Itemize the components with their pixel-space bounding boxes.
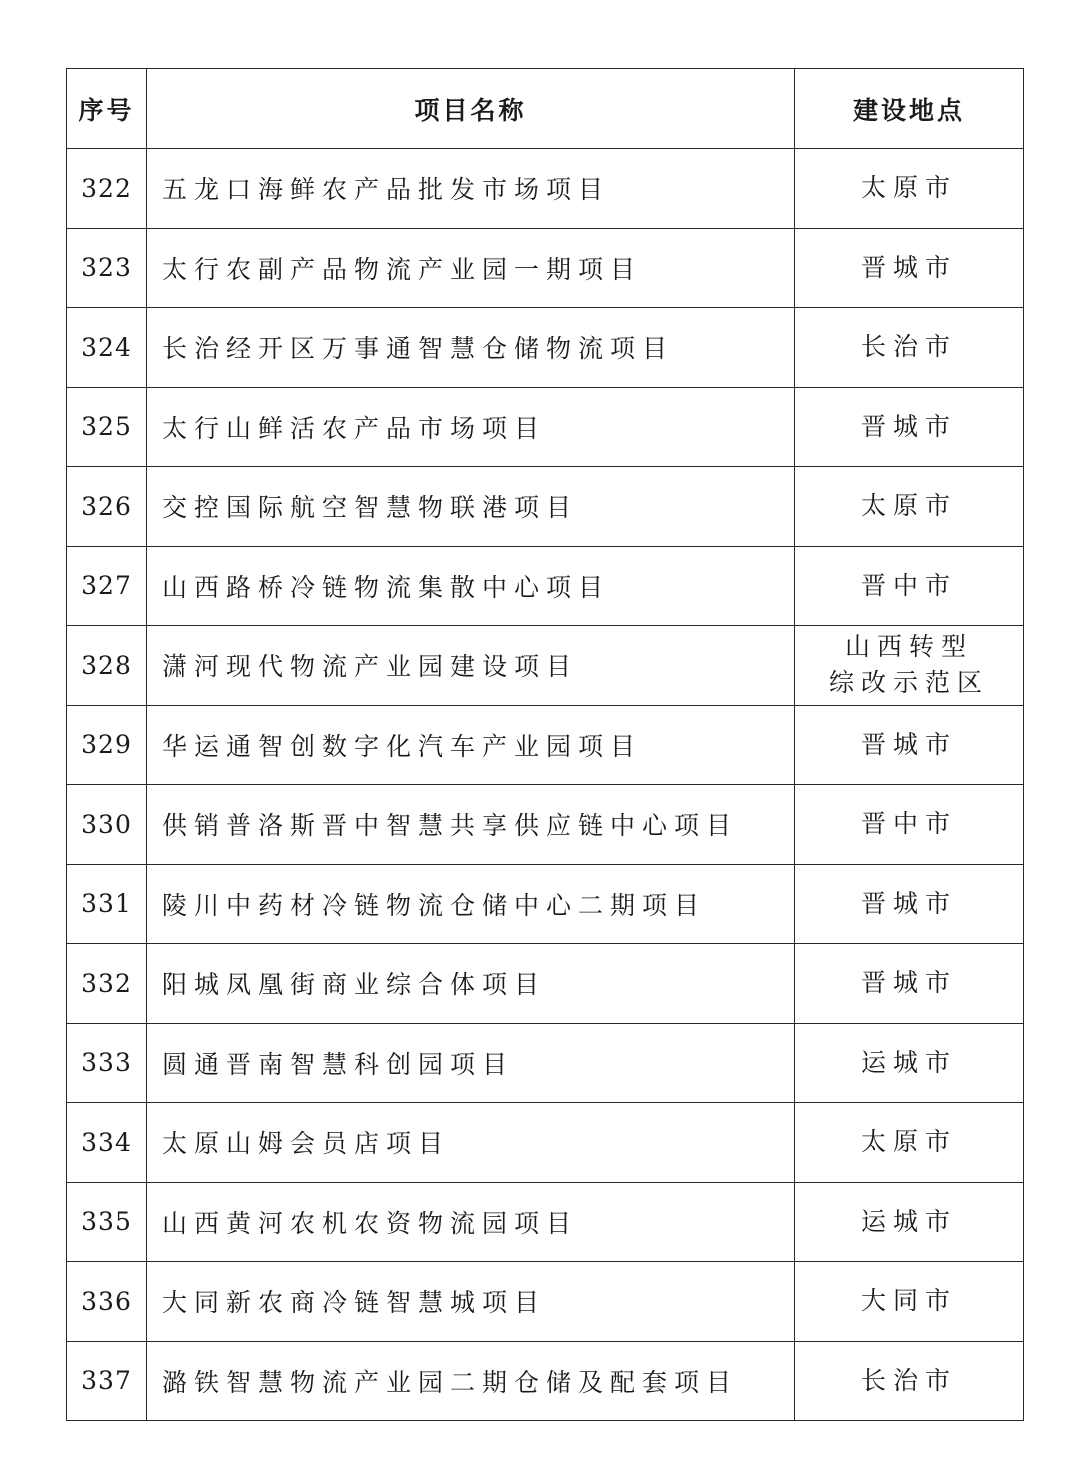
cell-location [795,1103,1024,1183]
table-row [67,1262,1024,1342]
location-line: 运城市 [860,1047,957,1077]
cell-location [795,546,1024,626]
cell-serial-number: 336 [67,1262,147,1342]
cell-project-name: 太行山鲜活农产品市场项目 [147,387,795,467]
cell-project-name: 供销普洛斯晋中智慧共享供应链中心项目 [147,785,795,865]
cell-project-name: 交控国际航空智慧物联港项目 [147,467,795,547]
header-project-name: 项目名称 [147,69,795,149]
project-table [66,68,1024,1421]
location-line: 晋城市 [860,968,957,998]
cell-location [795,149,1024,229]
location-line: 晋城市 [860,252,957,282]
cell-project-name: 阳城凤凰街商业综合体项目 [147,944,795,1024]
cell-serial-number: 334 [67,1103,147,1183]
cell-serial-number: 333 [67,1023,147,1103]
table-row [67,308,1024,388]
cell-project-name: 长治经开区万事通智慧仓储物流项目 [147,308,795,388]
table-row [67,1341,1024,1421]
table-row [67,705,1024,785]
location-line: 长治市 [860,1365,957,1395]
cell-serial-number: 329 [67,705,147,785]
table-row [67,785,1024,865]
cell-serial-number: 330 [67,785,147,865]
cell-project-name: 山西路桥冷链物流集散中心项目 [147,546,795,626]
location-line: 综改示范区 [828,668,989,698]
cell-serial-number: 332 [67,944,147,1024]
table-row [67,626,1024,706]
cell-location [795,626,1024,706]
cell-project-name: 陵川中药材冷链物流仓储中心二期项目 [147,864,795,944]
header-location: 建设地点 [795,69,1024,149]
cell-serial-number: 337 [67,1341,147,1421]
table-row [67,1023,1024,1103]
cell-location [795,944,1024,1024]
cell-location [795,387,1024,467]
cell-project-name: 五龙口海鲜农产品批发市场项目 [147,149,795,229]
table-row [67,149,1024,229]
table-row [67,228,1024,308]
cell-serial-number: 325 [67,387,147,467]
cell-location [795,864,1024,944]
cell-location [795,785,1024,865]
location-line: 太原市 [860,491,957,521]
table-row [67,864,1024,944]
cell-serial-number: 322 [67,149,147,229]
header-serial-number: 序号 [67,69,147,149]
cell-serial-number: 326 [67,467,147,547]
cell-project-name: 华运通智创数字化汽车产业园项目 [147,705,795,785]
location-line: 太原市 [860,173,957,203]
location-line: 晋城市 [860,729,957,759]
location-line: 山西转型 [844,632,973,662]
cell-location [795,1262,1024,1342]
table-row [67,1103,1024,1183]
cell-serial-number: 323 [67,228,147,308]
cell-location [795,308,1024,388]
cell-location [795,228,1024,308]
cell-project-name: 太原山姆会员店项目 [147,1103,795,1183]
cell-location [795,1182,1024,1262]
cell-location [795,705,1024,785]
table-row [67,944,1024,1024]
location-line: 晋城市 [860,888,957,918]
cell-serial-number: 335 [67,1182,147,1262]
location-line: 长治市 [860,332,957,362]
location-line: 运城市 [860,1206,957,1236]
table-body [67,149,1024,1421]
table-row [67,1182,1024,1262]
cell-serial-number: 328 [67,626,147,706]
location-line: 晋中市 [860,809,957,839]
table-row [67,467,1024,547]
cell-location [795,1023,1024,1103]
cell-location [795,1341,1024,1421]
cell-serial-number: 327 [67,546,147,626]
cell-project-name: 潞铁智慧物流产业园二期仓储及配套项目 [147,1341,795,1421]
cell-project-name: 太行农副产品物流产业园一期项目 [147,228,795,308]
cell-project-name: 山西黄河农机农资物流园项目 [147,1182,795,1262]
location-line: 太原市 [860,1127,957,1157]
location-line: 大同市 [860,1286,957,1316]
cell-project-name: 大同新农商冷链智慧城项目 [147,1262,795,1342]
cell-location [795,467,1024,547]
cell-project-name: 圆通晋南智慧科创园项目 [147,1023,795,1103]
cell-project-name: 潇河现代物流产业园建设项目 [147,626,795,706]
table-row [67,387,1024,467]
cell-serial-number: 331 [67,864,147,944]
table-row [67,546,1024,626]
table-header-row [67,69,1024,149]
location-line: 晋中市 [860,570,957,600]
location-line: 晋城市 [860,411,957,441]
cell-serial-number: 324 [67,308,147,388]
